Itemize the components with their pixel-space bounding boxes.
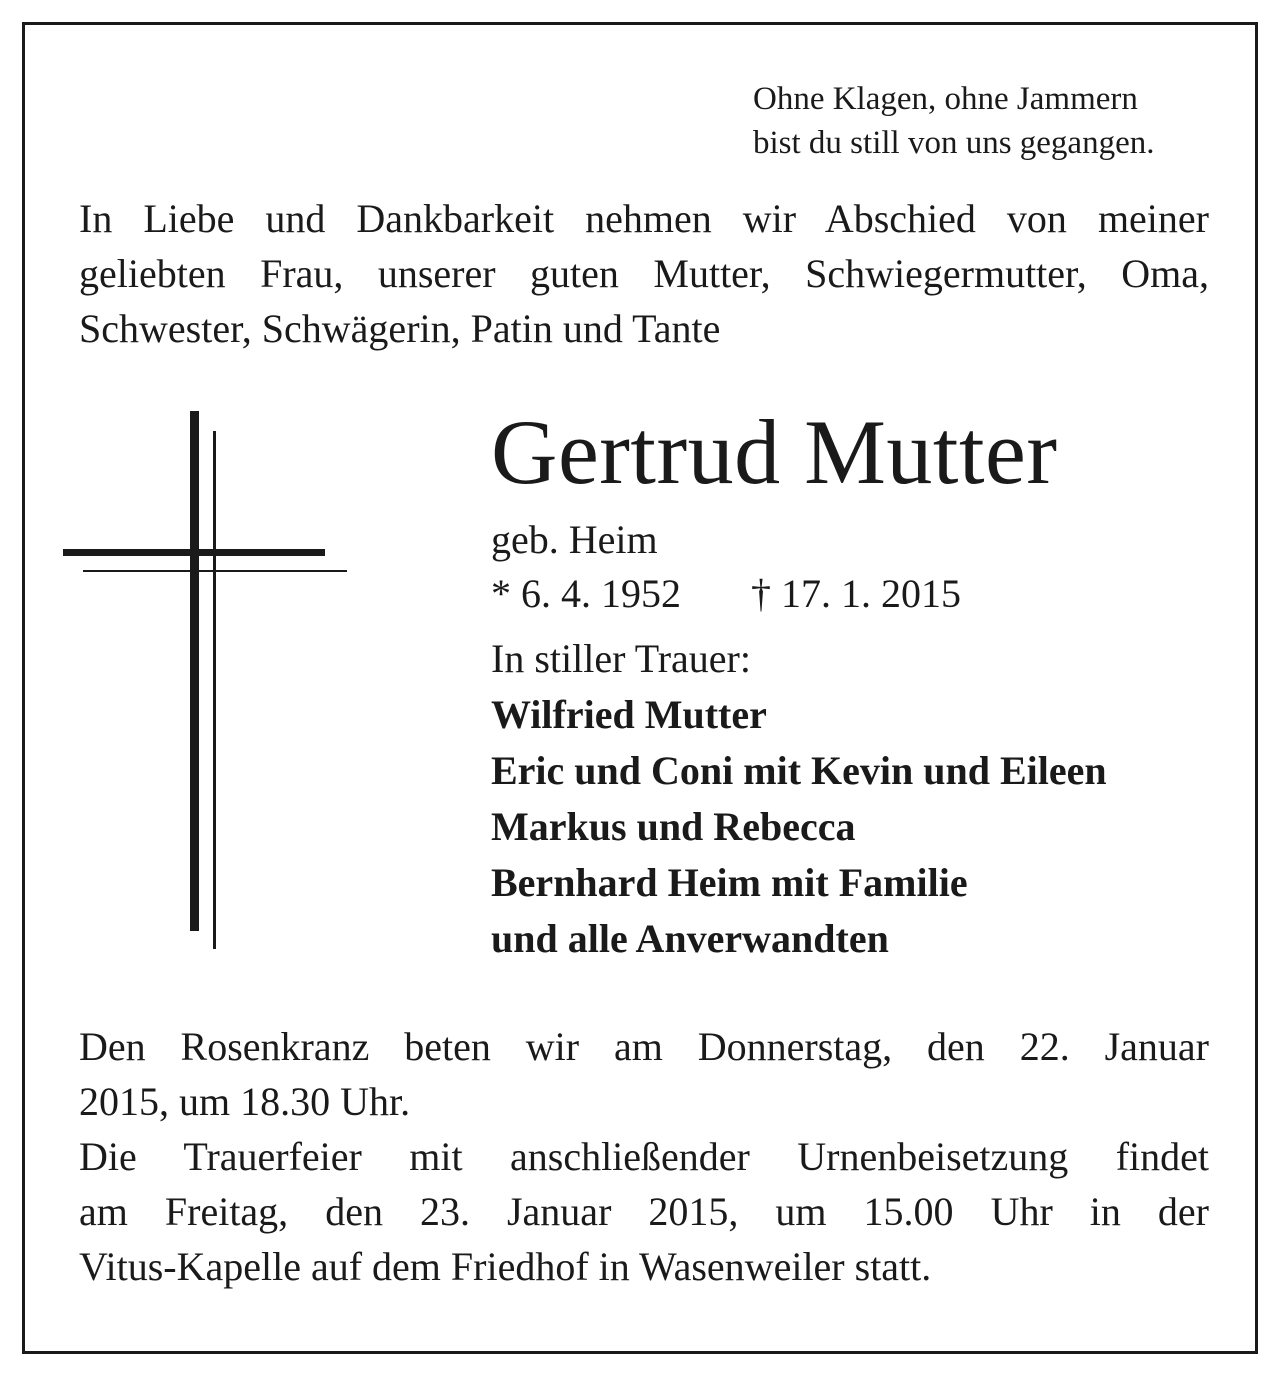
service-details [79, 1019, 1209, 1294]
motto-line: bist du still von uns gegangen. [753, 125, 1155, 161]
funeral-line: am Freitag, den 23. Januar 2015, um 15.00 Uhr in der [79, 1189, 1209, 1234]
motto-line: Ohne Klagen, ohne Jammern [753, 81, 1138, 117]
birth-date: * 6. 4. 1952 [491, 571, 681, 616]
obituary-frame [22, 22, 1258, 1354]
rosary-line: Den Rosenkranz beten wir am Donnerstag, den 22. Januar [79, 1024, 1209, 1069]
mourning-label: In stiller Trauer: [491, 636, 751, 681]
deceased-block [491, 397, 1211, 967]
cross-vertical-thick [190, 411, 199, 931]
mourner: Wilfried Mutter [491, 692, 767, 737]
intro-line: geliebten Frau, unserer guten Mutter, Schwiegermutter, Oma, [79, 251, 1209, 296]
death-date: † 17. 1. 2015 [751, 571, 961, 616]
motto [753, 77, 1223, 165]
deceased-name: Gertrud Mutter [491, 401, 1058, 503]
life-dates [491, 567, 1211, 621]
mourner: Eric und Coni mit Kevin und Eileen [491, 748, 1107, 793]
intro-text [79, 191, 1209, 356]
cross-horizontal-thick [63, 549, 325, 556]
mourner: Markus und Rebecca [491, 804, 856, 849]
mourner: und alle Anverwandten [491, 916, 889, 961]
cross-horizontal-thin [83, 570, 347, 572]
cross-vertical-thin [213, 431, 216, 949]
intro-line: Schwester, Schwägerin, Patin und Tante [79, 306, 721, 351]
maiden-name: geb. Heim [491, 517, 658, 562]
funeral-line: Vitus-Kapelle auf dem Friedhof in Wasenweiler statt. [79, 1244, 932, 1289]
intro-line: In Liebe und Dankbarkeit nehmen wir Abschied von meiner [79, 196, 1209, 241]
rosary-line: 2015, um 18.30 Uhr. [79, 1079, 411, 1124]
funeral-line: Die Trauerfeier mit anschließender Urnenbeisetzung findet [79, 1134, 1209, 1179]
mourner: Bernhard Heim mit Familie [491, 860, 968, 905]
mourners-list [491, 687, 1211, 967]
